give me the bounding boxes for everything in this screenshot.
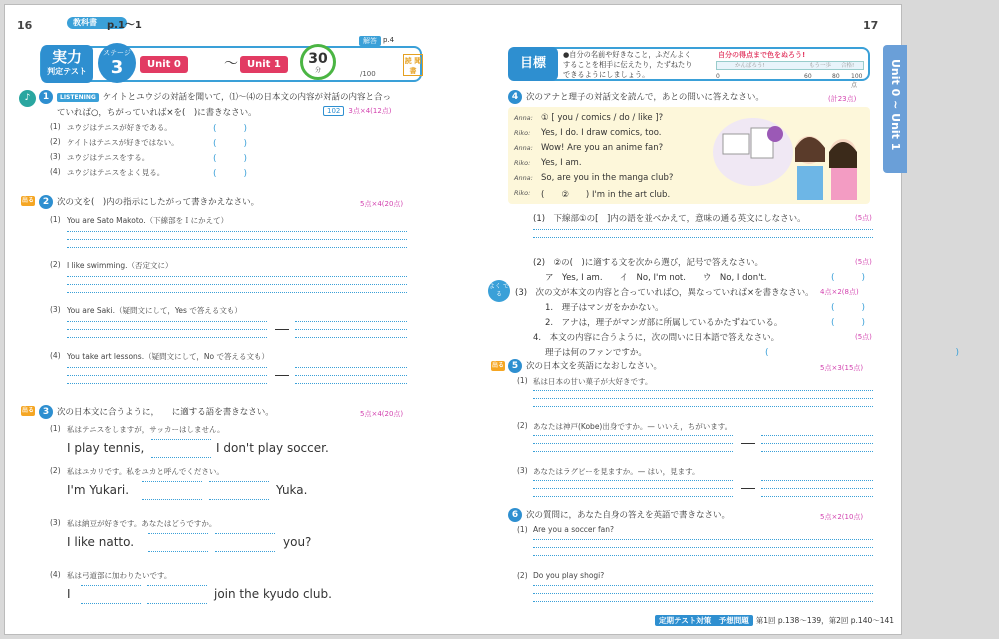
q3-english-end: Yuka. [276, 483, 308, 497]
dash [741, 443, 755, 444]
answer-line[interactable] [295, 367, 407, 368]
dash [275, 329, 289, 330]
q4-sub2-points: (5点) [855, 258, 872, 266]
q3-english-start: I'm Yukari. [67, 483, 130, 497]
answer-line[interactable] [67, 337, 267, 338]
answer-paren[interactable]: ( ) [213, 124, 248, 134]
frequent-badge: よく でる [488, 280, 510, 302]
q2-item-number: (1) [50, 215, 61, 224]
footer: 定期テスト対策 予想問題 第1回 p.138〜139，第2回 p.140〜141 [655, 615, 894, 626]
q3-item-japanese: 私は弓道部に加わりたいです。 [67, 571, 172, 580]
answer-line[interactable] [533, 555, 873, 556]
answer-line[interactable] [761, 443, 873, 444]
q5-item-text: 私は日本の甘い菓子が大好きです。 [533, 377, 653, 386]
dialogue-line: So, are you in the manga club? [541, 173, 674, 183]
answer-line[interactable] [761, 480, 873, 481]
speaker-name: Anna: [514, 174, 533, 182]
q2-item-text: You take art lessons.（疑問文にして，No で答える文も） [67, 352, 270, 361]
scale-60: 60 [804, 73, 812, 80]
q1-item-text: ケイトはテニスが好きではない。 [67, 138, 179, 147]
answer-line[interactable] [67, 284, 407, 285]
answer-paren[interactable]: ( ) [831, 318, 866, 328]
q3-item-japanese: 私は納豆が好きです。あなたはどうですか。 [67, 519, 217, 528]
test-header [40, 36, 422, 82]
answer-line[interactable] [761, 451, 873, 452]
q2-item-number: (3) [50, 305, 61, 314]
q3-points: 5点×4(20点) [360, 410, 404, 418]
goal-box [508, 47, 870, 89]
speaker-name: Anna: [514, 114, 533, 122]
goal-text: ●自分の名前や好きなこと，ふだんよく することを相手に伝えたり，たずねたり できるようにしましょう。 [563, 50, 693, 79]
answer-line[interactable] [533, 593, 873, 594]
q4-sub2: (2) ②の( )に適する文を次から選び，記号で答えなさい。 [533, 258, 763, 268]
q6-points: 5点×2(10点) [820, 513, 864, 521]
answer-line[interactable] [295, 321, 407, 322]
q4-sub3-points: 4点×2(8点) [820, 288, 859, 296]
ear-icon: ♪ [19, 90, 36, 107]
q5-item-text: あなたはラグビーを見ますか。— はい，見ます。 [533, 467, 700, 476]
answer-line[interactable] [533, 488, 733, 489]
answer-paren[interactable]: ( ) [831, 303, 866, 313]
crown-icon: 出る [491, 362, 504, 369]
q5-item-text: あなたは神戸(Kobe)出身ですか。— いいえ，ちがいます。 [533, 422, 733, 431]
answer-line[interactable] [67, 383, 267, 384]
answer-line[interactable] [295, 375, 407, 376]
q5-item-number: (2) [517, 421, 528, 430]
tilde: 〜 [224, 56, 238, 72]
answer-line[interactable] [761, 435, 873, 436]
q3-item-japanese: 私はテニスをしますが，サッカーはしません。 [67, 425, 225, 434]
answer-line[interactable] [67, 375, 267, 376]
crown-icon: 出る [21, 407, 34, 414]
answer-line[interactable] [533, 398, 873, 399]
q4-sub1-points: (5点) [855, 214, 872, 222]
goal-label: 目標 [508, 47, 558, 81]
scale-0: 0 [716, 73, 720, 80]
q5-points: 5点×3(15点) [820, 364, 864, 372]
answer-box[interactable] [209, 481, 269, 500]
q2-points: 5点×4(20点) [360, 200, 404, 208]
unit-to: Unit 1 [240, 56, 288, 73]
answer-box[interactable] [215, 533, 275, 552]
answer-line[interactable] [67, 239, 407, 240]
q5-heading: 5 次の日本文を英語になおしなさい。 [508, 359, 662, 373]
q4-sub4-question: 理子は何のファンですか。 [545, 348, 647, 358]
q4-sub3b: 2. アナは，理子がマンガ部に所属しているかたずねている。 [545, 318, 783, 328]
answer-line[interactable] [533, 443, 733, 444]
q1-item-number: (2) [50, 137, 61, 146]
q2-item-text: You are Saki.（疑問文にして，Yes で答える文も） [67, 306, 242, 315]
answer-box[interactable] [147, 585, 207, 604]
answer-line[interactable] [533, 585, 873, 586]
dialogue-line: ① [ you / comics / do / like ]? [541, 113, 664, 123]
q1-heading-2: ていれば○，ちがっていれば×を( )に書きなさい。 [57, 108, 257, 118]
answer-page: p.4 [383, 36, 395, 44]
q4-heading: 4 次のアナと理子の対話文を読んで，あとの問いに答えなさい。 [508, 90, 764, 104]
answer-line[interactable] [533, 406, 873, 407]
q2-heading: 2 次の文を( )内の指示にしたがって書きかえなさい。 [39, 195, 259, 209]
q1-item-text: ユウジはテニスをする。 [67, 153, 150, 162]
q3-english-start: I [67, 587, 71, 601]
q1-item-number: (4) [50, 167, 61, 176]
q3-english-start: I play tennis, [67, 441, 145, 455]
q4-choices: ア Yes, I am. イ No, I'm not. ウ No, I don't. [545, 273, 767, 283]
answer-box[interactable] [142, 481, 202, 500]
scale-80: 80 [832, 73, 840, 80]
answer-line[interactable] [67, 329, 267, 330]
q3-item-number: (4) [50, 570, 61, 579]
q3-item-japanese: 私はユカリです。私をユカと呼んでください。 [67, 467, 224, 476]
q3-item-number: (3) [50, 518, 61, 527]
textbook-spread [4, 4, 999, 635]
answer-paren[interactable]: ( ) [765, 348, 999, 358]
q3-english-start: I like natto. [67, 535, 135, 549]
jitsuryoku-badge: 実力 判定テスト [41, 45, 93, 83]
q1-item-number: (1) [50, 122, 61, 131]
q3-english-end: join the kyudo club. [214, 587, 332, 601]
answer-line[interactable] [533, 451, 733, 452]
q6-item-text: Do you play shogi? [533, 571, 605, 580]
answer-line[interactable] [67, 321, 267, 322]
answer-line[interactable] [533, 390, 873, 391]
stage-badge: ステージ 3 [98, 43, 136, 83]
answer-line[interactable] [533, 496, 733, 497]
dash [275, 375, 289, 376]
q2-item-text: I like swimming.（否定文に） [67, 261, 173, 270]
illustration-girls-icon [713, 112, 863, 200]
answer-label: 解答 [359, 36, 381, 46]
left-page-number: 16 [17, 19, 33, 32]
unit-from: Unit 0 [140, 56, 188, 73]
answer-line[interactable] [761, 488, 873, 489]
q2-item-number: (4) [50, 351, 61, 360]
answer-line[interactable] [295, 337, 407, 338]
answer-line[interactable] [533, 229, 873, 230]
textbook-ref: p.1〜1 [107, 20, 142, 31]
skill-tag: 読 聞 書 [403, 54, 423, 76]
dialogue-line: Yes, I do. I draw comics, too. [541, 128, 662, 138]
answer-line[interactable] [533, 480, 733, 481]
dash [741, 488, 755, 489]
q3-item-number: (2) [50, 466, 61, 475]
answer-box[interactable] [81, 585, 141, 604]
speaker-name: Riko: [514, 189, 531, 197]
dialogue-line: Wow! Are you an anime fan? [541, 143, 664, 153]
answer-paren[interactable]: ( ) [831, 273, 866, 283]
q4-sub4: 4. 本文の内容に合うように，次の問いに日本語で答えなさい。 [533, 333, 780, 343]
answer-line[interactable] [67, 367, 267, 368]
speaker-name: Riko: [514, 159, 531, 167]
answer-line[interactable] [533, 547, 873, 548]
q1-item-number: (3) [50, 152, 61, 161]
answer-paren[interactable]: ( ) [213, 139, 248, 149]
q1-item-text: ユウジはテニスをよく見る。 [67, 168, 165, 177]
answer-paren[interactable]: ( ) [213, 169, 248, 179]
q1-heading: 1 LISTENING ケイトとユウジの対話を聞いて，⑴〜⑷の日本文の内容が対話の内容と合っ [39, 90, 391, 104]
scale-100: 100点 [851, 73, 863, 89]
answer-line[interactable] [533, 237, 873, 238]
q2-item-text: You are Sato Makoto.（下線部をＩにかえて） [67, 216, 229, 225]
answer-line[interactable] [67, 292, 407, 293]
q2-item-number: (2) [50, 260, 61, 269]
unit-side-tab[interactable]: Unit 0 ~ Unit 1 [883, 45, 907, 173]
answer-line[interactable] [67, 247, 407, 248]
q3-item-number: (1) [50, 424, 61, 433]
score-field: /100 [360, 70, 376, 78]
q6-item-number: (2) [517, 571, 528, 580]
speaker-name: Anna: [514, 144, 533, 152]
answer-box[interactable] [148, 533, 208, 552]
q6-heading: 6 次の質問に，あなた自身の答えを英語で書きなさい。 [508, 508, 730, 522]
q5-item-number: (3) [517, 466, 528, 475]
answer-line[interactable] [295, 329, 407, 330]
q4-sub1: (1) 下線部①の[ ]内の語を並べかえて，意味の通る英文にしなさい。 [533, 214, 806, 224]
q4-sub4-points: (5点) [855, 333, 872, 341]
q3-english-end: I don't play soccer. [216, 441, 329, 455]
answer-line[interactable] [295, 383, 407, 384]
clock-icon: 30 分 [300, 44, 336, 80]
speaker-name: Riko: [514, 129, 531, 137]
right-page-number: 17 [863, 19, 879, 32]
cd-track: 102 3点×4(12点) [323, 106, 392, 116]
q3-english-end: you? [283, 535, 312, 549]
answer-line[interactable] [67, 231, 407, 232]
answer-box[interactable] [151, 439, 211, 458]
textbook-label: 教科書 [67, 17, 127, 29]
q4-sub3a: 1. 理子はマンガをかかない。 [545, 303, 664, 313]
color-instruction: 自分の得点まで色をぬろう! [718, 51, 806, 59]
q6-item-text: Are you a soccer fan? [533, 525, 614, 534]
dialogue-line: ( ② ) I'm in the art club. [541, 190, 671, 200]
crown-icon: 出る [21, 197, 34, 204]
answer-line[interactable] [761, 496, 873, 497]
answer-line[interactable] [533, 539, 873, 540]
q4-points: (計23点) [828, 95, 857, 103]
answer-line[interactable] [533, 601, 873, 602]
q6-item-number: (1) [517, 525, 528, 534]
score-bar: かんばろう! もう一歩 合格! [716, 61, 864, 70]
dialogue-line: Yes, I am. [541, 158, 582, 168]
q3-heading: 3 次の日本文に合うように， に適する語を書きなさい。 [39, 405, 274, 419]
q4-sub3: (3) 次の文が本文の内容と合っていれば○，異なっていれば×を書きなさい。 [515, 288, 814, 298]
answer-line[interactable] [533, 435, 733, 436]
answer-line[interactable] [67, 276, 407, 277]
q5-item-number: (1) [517, 376, 528, 385]
answer-paren[interactable]: ( ) [213, 154, 248, 164]
q1-item-text: ユウジはテニスが好きである。 [67, 123, 172, 132]
